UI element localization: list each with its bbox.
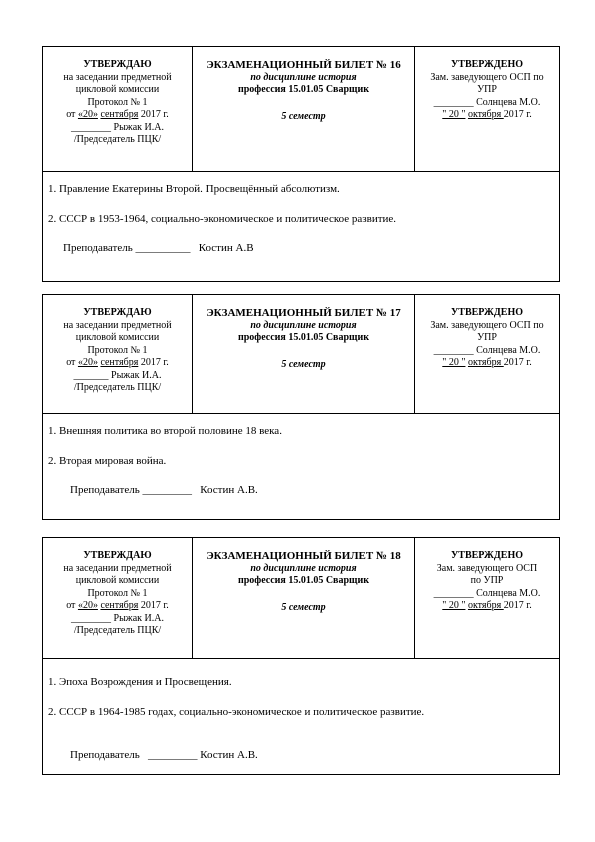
signature-line [415,345,559,358]
ticket-body [43,182,559,254]
teacher-label: Преподаватель [70,749,140,761]
approver-role: /Председатель ПЦК/ [73,382,162,393]
protocol-number: Протокол № 1 [87,587,148,599]
date-year: 2017 г. [503,357,532,368]
teacher-name: Костин А.В. [200,484,258,496]
date-month: октября [467,109,504,120]
discipline: по дисциплине история [250,319,357,331]
signature-blank: _ [71,612,77,624]
exam-ticket [42,294,560,520]
date-day: «20» [77,600,98,611]
date-month: сентября [100,109,139,120]
approval-title: УТВЕРЖДАЮ [83,59,152,70]
semester: 5 семестр [281,110,326,122]
ticket-body [43,424,559,496]
approval-date [415,600,559,613]
ticket-header [43,538,559,659]
profession: профессия 15.01.05 Сварщик [237,575,369,586]
approval-title: УТВЕРЖДАЮ [83,307,152,318]
approval-title: УТВЕРЖДЕНО [450,307,524,318]
approval-block-right [415,47,559,171]
approval-date [415,109,559,122]
approver-role: /Председатель ПЦК/ [73,625,162,636]
date-year: 2017 г. [503,600,532,611]
approval-line: цикловой комиссии [75,575,160,586]
date-year: 2017 г. [138,600,169,611]
discipline: по дисциплине история [250,562,357,574]
semester: 5 семестр [281,358,326,370]
protocol-number: Протокол № 1 [87,96,148,108]
signature-name: _______ Рыжак И.А. [73,369,162,381]
date-month: сентября [100,357,139,368]
ticket-header [43,295,559,414]
signature-line [43,370,192,383]
signature-blank: ____ [433,587,454,599]
teacher-label: Преподаватель [63,242,133,254]
approval-block-left [43,295,193,413]
date-day: «20» [77,109,98,120]
approval-line: УПР [477,332,497,343]
ticket-title-block [193,295,415,413]
ticket-title-block [193,47,415,171]
teacher-name: Костин А.В [198,242,254,254]
teacher-label: Преподаватель [70,484,140,496]
approval-title: УТВЕРЖДЕНО [450,550,524,561]
signature-name: _______ Рыжак И.А. [76,121,164,133]
approval-date [415,357,559,370]
exam-question: 1. Внешняя политика во второй половине 18 века. [48,425,282,437]
approval-block-right [415,538,559,658]
date-prefix: от [66,357,78,368]
approval-date [43,600,192,613]
signature-line [415,97,559,110]
date-prefix: от [66,109,78,120]
date-month: октября [467,600,504,611]
signature-blank: _ [71,121,77,133]
approval-title: УТВЕРЖДЕНО [450,59,524,70]
exam-question: 1. Правление Екатерины Второй. Просвещённый абсолютизм. [48,183,340,195]
exam-ticket [42,46,560,282]
exam-question: 2. СССР в 1953-1964, социально-экономическое и политическое развитие. [48,213,397,225]
approver-role: /Председатель ПЦК/ [73,134,162,145]
approval-line: Зам. заведующего ОСП [436,562,538,574]
profession: профессия 15.01.05 Сварщик [237,84,369,95]
approval-line: на заседании предметной [63,319,172,331]
profession: профессия 15.01.05 Сварщик [237,332,369,343]
date-month: октября [467,357,504,368]
exam-ticket [42,537,560,775]
signature-name: ____ Солнцева М.О. [453,587,541,599]
ticket-body [43,675,559,761]
date-day: " 20 " [442,600,466,611]
approval-block-left [43,47,193,171]
date-day: " 20 " [442,357,466,368]
teacher-signature [48,749,559,761]
approval-line: УПР [477,84,497,95]
approval-line: на заседании предметной [63,71,172,83]
protocol-number: Протокол № 1 [87,344,148,356]
approval-line: Зам. заведующего ОСП по [430,319,544,331]
signature-name: _______ Рыжак И.А. [76,612,164,624]
approval-line: цикловой комиссии [75,84,160,95]
date-day: «20» [77,357,98,368]
teacher-blank: _________ [142,484,192,496]
signature-name: ____ Солнцева М.О. [453,96,541,108]
teacher-blank: _________ [147,749,198,761]
ticket-title: ЭКЗАМЕНАЦИОННЫЙ БИЛЕТ № 18 [206,550,401,562]
signature-name: ________ Солнцева М.О. [433,344,541,356]
approval-date [43,109,192,122]
signature-line [43,613,192,626]
teacher-signature [48,242,559,254]
ticket-title: ЭКЗАМЕНАЦИОННЫЙ БИЛЕТ № 16 [206,59,401,71]
date-month: сентября [100,600,139,611]
signature-blank: ____ [433,96,454,108]
approval-block-right [415,295,559,413]
date-year: 2017 г. [138,357,169,368]
approval-date [43,357,192,370]
discipline: по дисциплине история [250,71,357,83]
exam-question: 2. СССР в 1964-1985 годах, социально-экономическое и политическое развитие. [48,706,425,718]
exam-question: 1. Эпоха Возрождения и Просвещения. [48,676,232,688]
teacher-signature [48,484,559,496]
date-prefix: от [66,600,78,611]
approval-line: по УПР [470,575,504,586]
ticket-title-block [193,538,415,658]
semester: 5 семестр [281,601,326,613]
date-day: " 20 " [442,109,466,120]
date-year: 2017 г. [138,109,169,120]
date-year: 2017 г. [503,109,532,120]
exam-question: 2. Вторая мировая война. [48,455,167,467]
approval-title: УТВЕРЖДАЮ [83,550,152,561]
approval-block-left [43,538,193,658]
approval-line: цикловой комиссии [75,332,160,343]
ticket-title: ЭКЗАМЕНАЦИОННЫЙ БИЛЕТ № 17 [206,307,401,319]
teacher-blank: __________ [135,242,191,254]
approval-line: Зам. заведующего ОСП по [430,71,544,83]
ticket-header [43,47,559,172]
teacher-name: Костин А.В. [200,749,258,761]
signature-line [415,588,559,601]
signature-line [43,122,192,135]
approval-line: на заседании предметной [63,562,172,574]
